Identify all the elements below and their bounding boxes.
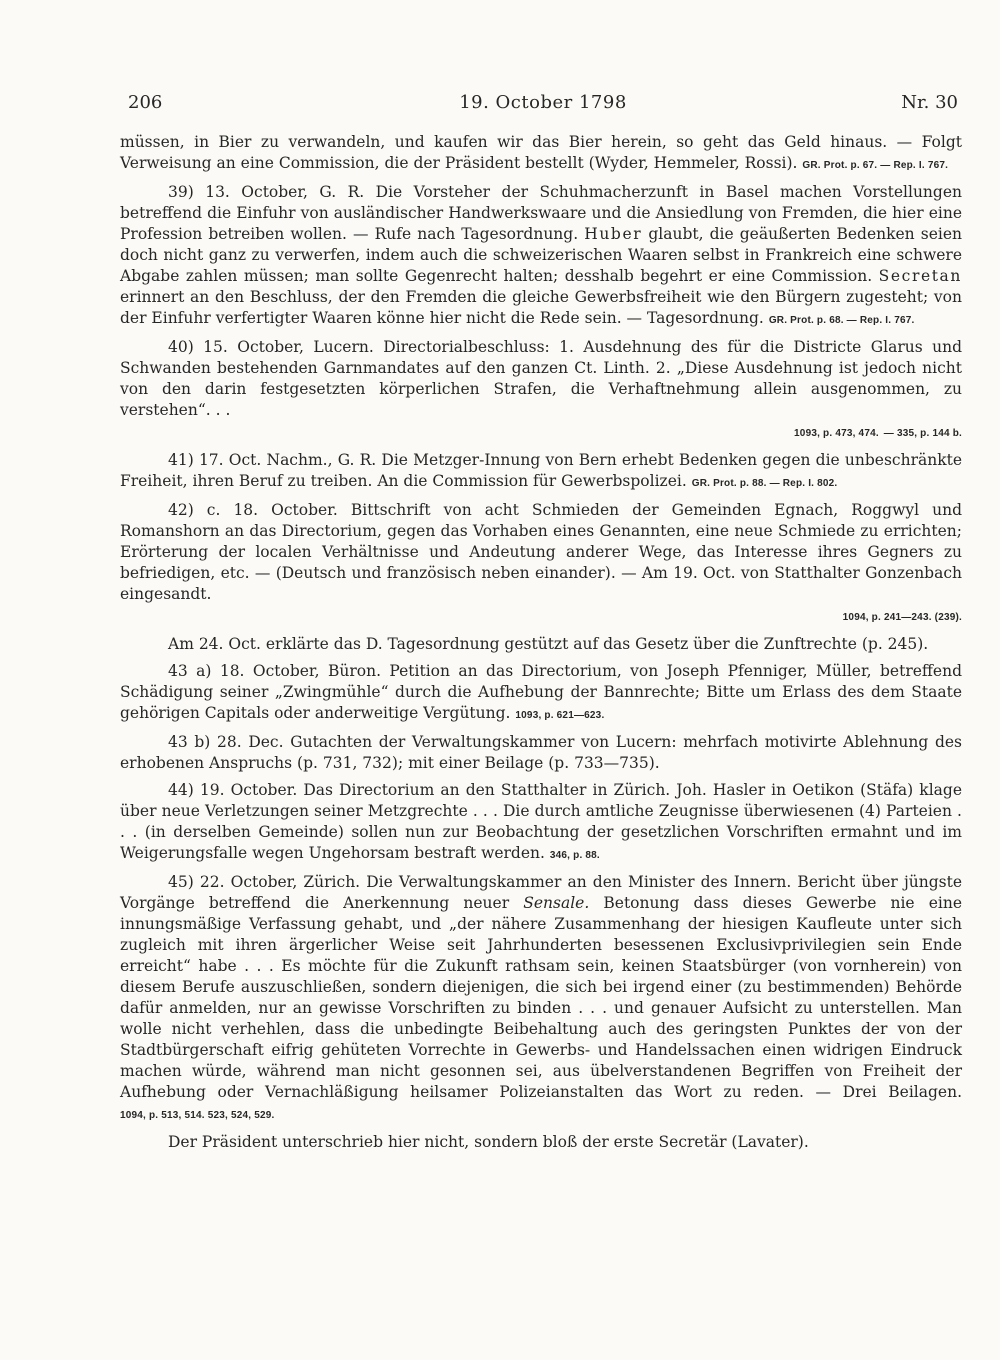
paragraph-text: erinnert an den Beschluss, der den Fremden die gleiche Gewerbsfreiheit wie den Bürgern zugesteht; von der Einfuhr verfertigter Waaren könne hier nicht die Rede sein. — Tagesordnung. [120,288,962,327]
paragraph-text: 41) 17. Oct. Nachm., G. R. Die Metzger-Innung von Bern erhebt Bedenken gegen die unbeschränkte Freiheit, ihren Beruf zu treiben. An die Commission für Gewerbspolizei. [120,451,962,490]
page-body [120,132,962,1159]
source-reference: GR. Prot. p. 67. — Rep. I. 767. [802,160,949,171]
speaker-name: Secretan [878,267,962,285]
source-reference: 1093, p. 473, 474. [794,428,879,439]
paragraph-45 [120,872,962,1126]
paragraph-text: 42) c. 18. October. Bittschrift von acht Schmieden der Gemeinden Egnach, Roggwyl und Romanshorn an das Directorium, gegen das Vorhaben eines Genannten, eine neue Schmiede zu errichten; Erörterung der localen Verhältnisse und Andeutung anderer Wege, das Interesse ihres Gegners zu befriedigen, etc. — (Deutsch und französisch neben einander). — Am 19. Oct. von Statthalter Gonzenbach eingesandt. [120,501,962,603]
paragraph-text: Am 24. Oct. erklärte das D. Tagesordnung gestützt auf das Gesetz über die Zunftrechte (p. 245). [168,635,929,653]
paragraph-text: 45) 22. October, Zürich. Die Verwaltungskammer an den Minister des Innern. Bericht über jüngste Vorgänge betreffend die Anerkennung neuer [120,873,962,912]
source-reference: 346, p. 88. [549,850,600,861]
paragraph-text: Betonung dass dieses Gewerbe nie eine innungsmäßige Verfassung gehabt, und „der nähere Zusammenhang der hiesigen Kaufleute unter sich zugleich mit ihren ärgerlicher Weise seit Jahrhunderten besessenen Exclusivprivilegien sein Ende erreicht“ habe . . . Es möchte für die Zukunft rathsam sein, keinen Staatsbürger (von vornherein) von diesem Berufe auszuschließen, sondern diejenigen, die sich bei irgend einer (zu bestimmenden) Behörde dafür anmelden, nur an gewisse Vorschriften zu binden . . . und genauer Aufsicht zu unterstellen. Man wolle nicht verhehlen, dass die unbedingte Beibehaltung auch des geringsten Punktes der von der Stadtbürgerschaft eifrig gehüteten Vorrechte in Gewerbs- und Handelssachen einen widrigen Eindruck machen würde, während man nicht gesonnen sei, aus übelverstandenen Begriffen von Freiheit der Aufhebung oder Vernachläßigung heilsamer Polizeianstalten das Wort zu reden. — Drei Beilagen. [120,894,962,1101]
paragraph-42 [120,500,962,628]
paragraph-text: 43 b) 28. Dec. Gutachten der Verwaltungskammer von Lucern: mehrfach motivirte Ablehnung des erhobenen Anspruchs (p. 731, 732); mit einer Beilage (p. 733—735). [120,733,962,772]
source-reference: GR. Prot. p. 68. — Rep. I. 767. [768,315,915,326]
paragraph-41 [120,450,962,494]
speaker-name: Huber [584,225,643,243]
page-header [128,92,958,120]
paragraph-38-cont [120,132,962,176]
source-reference: 1094, p. 241—243. (239). [842,612,962,623]
paragraph-text: 40) 15. October, Lucern. Directorialbeschluss: 1. Ausdehnung des für die Districte Glarus und Schwanden bestehenden Garnmandates auf den ganzen Ct. Linth. 2. „Diese Ausdehnung ist jedoch nicht von den darin festgesetzten körperlichen Strafen, die Verhaftnehmung allein ausgenommen, zu verstehen“. . . [120,338,962,419]
paragraph-text: 39) 13. October, G. R. Die Vorsteher der Schuhmacherzunft in Basel machen Vorstellungen betreffend die Einfuhr von ausländischer Handwerkswaare und die Ansiedlung von Fremden, die hier eine Profession betreiben wollen. — Rufe nach Tagesordnung. [120,183,962,243]
paragraph-43a [120,661,962,726]
paragraph-text: 44) 19. October. Das Directorium an den Statthalter in Zürich. Joh. Hasler in Oetikon (Stäfa) klage über neue Verletzungen seiner Metzgrechte . . . Die durch amtliche Zeugnisse überwiesenen (4) Parteien . . . (in derselben Gemeinde) sollen nun zur Beobachtung der gesetzlichen Vorschriften ermahnt und im Weigerungsfalle wegen Ungehorsam bestraft werden. [120,781,962,862]
source-reference: GR. Prot. p. 88. — Rep. I. 802. [691,478,838,489]
paragraph-text: müssen, in Bier zu verwandeln, und kaufen wir das Bier herein, so geht das Geld hinaus. — Folgt Verweisung an eine Commission, die der Präsident bestellt (Wyder, Hemmeler, Rossi). [120,133,962,172]
paragraph-text: glaubt, die geäußerten Bedenken seien doch nicht ganz zu verwerfen, indem auch die schweizerischen Waaren selbst in Frankreich eine schwere Abgabe zahlen müssen; man sollte Gegenrecht halten; desshalb begehrt er eine Commission. [120,225,962,285]
issue-number: Nr. 30 [901,92,958,113]
paragraph-text: Der Präsident unterschrieb hier nicht, sondern bloß der erste Secretär (Lavater). [168,1133,809,1151]
paragraph-40 [120,337,962,444]
paragraph-text: 43 a) 18. October, Büron. Petition an das Directorium, von Joseph Pfenniger, Müller, betreffend Schädigung seiner „Zwingmühle“ durch die Aufhebung der Bannrechte; Bitte um Erlass des dem Staate gehörigen Capitals oder anderweitige Vergütung. [120,662,962,722]
source-reference: — 335, p. 144 b. [883,428,962,439]
paragraph-43b [120,732,962,774]
paragraph-45-note [120,1132,962,1153]
paragraph-42-note [120,634,962,655]
paragraph-44 [120,780,962,866]
source-reference: 1094, p. 513, 514. 523, 524, 529. [120,1110,275,1121]
paragraph-39 [120,182,962,331]
reference-line [120,421,962,444]
reference-line [120,605,962,628]
page-number: 206 [128,92,163,113]
emphasis-text: Sensale. [523,894,590,912]
header-date: 19. October 1798 [459,92,627,113]
source-reference: 1093, p. 621—623. [515,710,605,721]
